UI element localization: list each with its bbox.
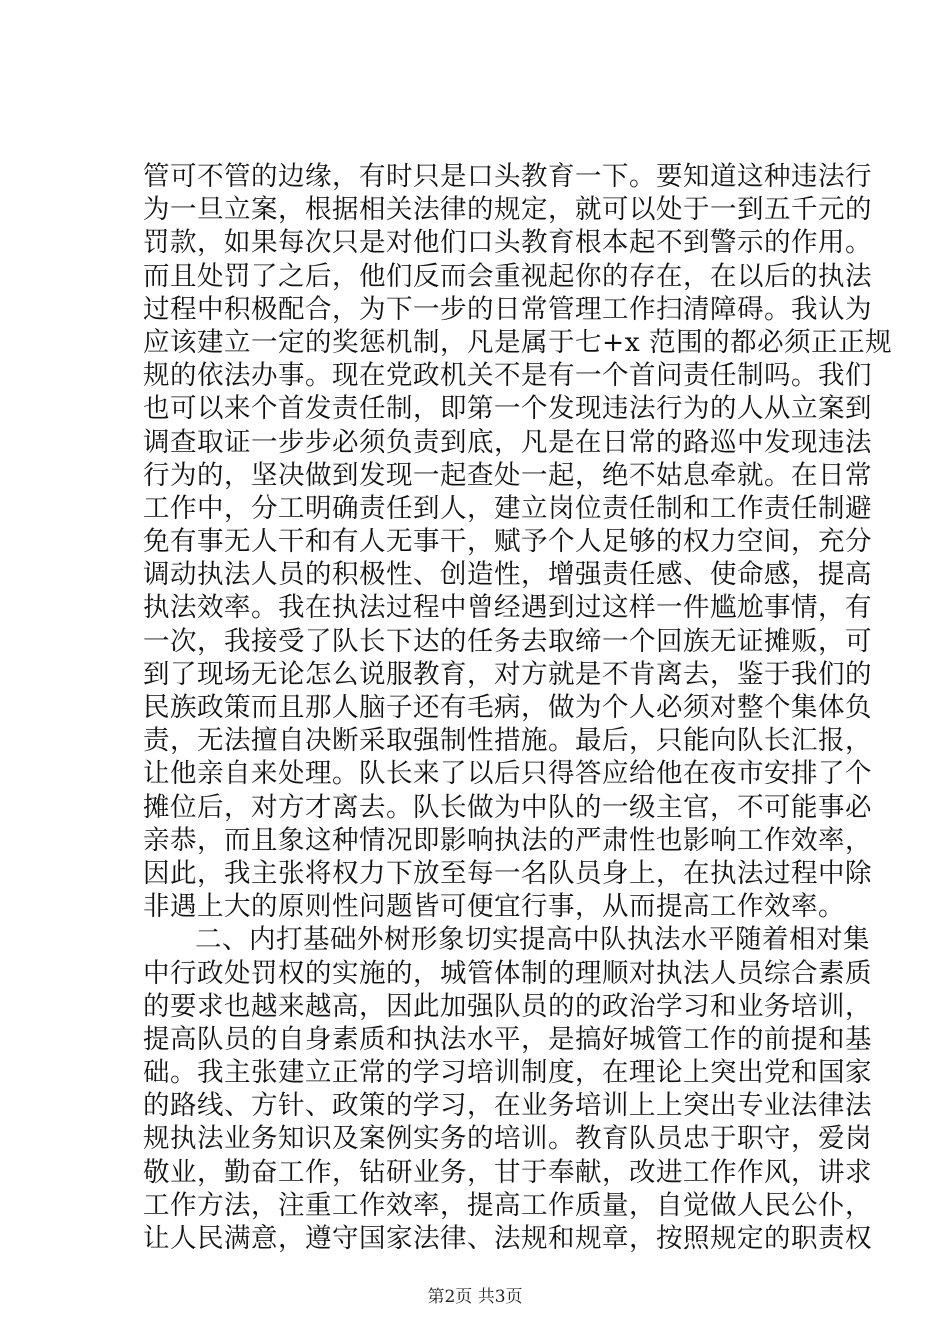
text-line: 到了现场无论怎么说服教育，对方就是不肯离去，鉴于我们的: [143, 658, 872, 690]
text-line: 而且处罚了之后，他们反而会重视起你的存在，在以后的执法: [143, 260, 872, 292]
text-line: 础。我主张建立正常的学习培训制度，在理论上突出党和国家: [143, 1057, 872, 1089]
text-line: 规的依法办事。现在党政机关不是有一个首问责任制吗。我们: [143, 360, 872, 392]
text-line: 应该建立一定的奖惩机制，凡是属于七+x 范围的都必须正正规: [143, 326, 893, 358]
text-line: 摊位后，对方才离去。队长做为中队的一级主官，不可能事必: [143, 791, 872, 823]
text-line: 因此，我主张将权力下放至每一名队员身上，在执法过程中除: [143, 857, 872, 889]
text-line: 过程中积极配合，为下一步的日常管理工作扫清障碍。我认为: [143, 293, 872, 325]
text-line: 为一旦立案，根据相关法律的规定，就可以处于一到五千元的: [143, 194, 872, 226]
text-line: 一次，我接受了队长下达的任务去取缔一个回族无证摊贩，可: [143, 625, 872, 657]
text-line: 亲恭，而且象这种情况即影响执法的严肃性也影响工作效率，: [143, 824, 872, 856]
text-line: 也可以来个首发责任制，即第一个发现违法行为的人从立案到: [143, 393, 872, 425]
text-line: 提高队员的自身素质和执法水平，是搞好城管工作的前提和基: [143, 1023, 872, 1055]
text-line: 工作中，分工明确责任到人，建立岗位责任制和工作责任制避: [143, 492, 872, 524]
text-line: 工作方法，注重工作效率，提高工作质量，自觉做人民公仆，: [143, 1189, 872, 1221]
text-line: 行为的，坚决做到发现一起查处一起，绝不姑息牵就。在日常: [143, 459, 872, 491]
text-line: 免有事无人干和有人无事干，赋予个人足够的权力空间，充分: [143, 526, 872, 558]
text-line: 的要求也越来越高，因此加强队员的的政治学习和业务培训，: [143, 990, 872, 1022]
text-line: 调查取证一步步必须负责到底，凡是在日常的路巡中发现违法: [143, 426, 872, 458]
document-body: [143, 160, 893, 1255]
text-line: 中行政处罚权的实施的，城管体制的理顺对执法人员综合素质: [143, 957, 872, 989]
text-line: 让他亲自来处理。队长来了以后只得答应给他在夜市安排了个: [143, 758, 872, 790]
text-line: 罚款，如果每次只是对他们口头教育根本起不到警示的作用。: [143, 227, 872, 259]
text-line-paragraph-end: 非遇上大的原则性问题皆可便宜行事，从而提高工作效率。: [143, 891, 845, 923]
text-line: 责，无法擅自决断采取强制性措施。最后，只能向队长汇报，: [143, 725, 872, 757]
page-number-footer: 第2页 共3页: [427, 1287, 523, 1307]
text-line: 民族政策而且那人脑子还有毛病，做为个人必须对整个集体负: [143, 692, 872, 723]
text-line: 调动执法人员的积极性、创造性，增强责任感、使命感，提高: [143, 559, 872, 591]
section-heading-line: 二、内打基础外树形象切实提高中队执法水平随着相对集: [195, 924, 870, 956]
text-line: 执法效率。我在执法过程中曾经遇到过这样一件尴尬事情，有: [143, 592, 872, 624]
text-line: 让人民满意，遵守国家法律、法规和规章，按照规定的职责权: [143, 1223, 872, 1254]
text-line: 敬业，勤奋工作，钻研业务，甘于奉献，改进工作作风，讲求: [143, 1156, 872, 1188]
text-line: 的路线、方针、政策的学习，在业务培训上上突出专业法律法: [143, 1090, 872, 1122]
text-line: 管可不管的边缘，有时只是口头教育一下。要知道这种违法行: [143, 161, 872, 192]
text-line: 规执法业务知识及案例实务的培训。教育队员忠于职守，爱岗: [143, 1123, 872, 1155]
